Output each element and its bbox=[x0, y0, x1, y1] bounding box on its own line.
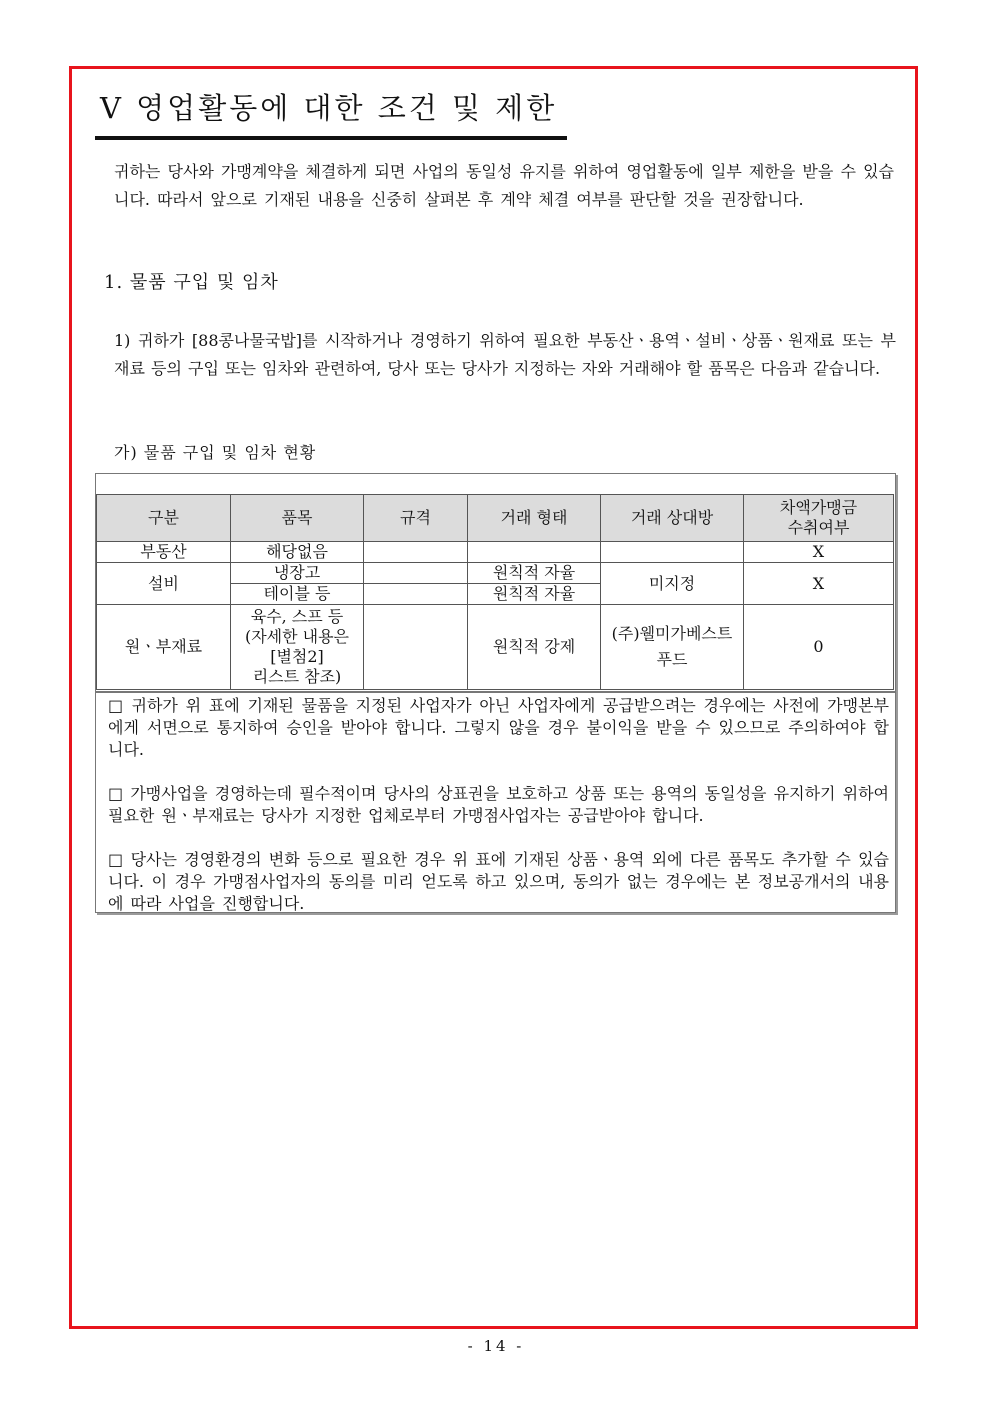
table-row-materials bbox=[97, 605, 894, 690]
cell-category: 원ㆍ부재료 bbox=[97, 605, 231, 690]
note-paragraph: □ 귀하가 위 표에 기재된 물품을 지정된 사업자가 아닌 사업자에게 공급받으려는 경우에는 사전에 가맹본부에게 서면으로 통지하여 승인을 받아야 합니다. 그렇지 않을 경우 불이익을 받을 수 있으므로 주의하여야 합니다. bbox=[108, 696, 889, 759]
cell-spec bbox=[364, 605, 468, 690]
cell-margin: X bbox=[744, 563, 894, 605]
cell-trade-type bbox=[468, 542, 601, 563]
cell-trade-type: 원칙적 자율 bbox=[468, 563, 601, 584]
cell-margin: X bbox=[744, 542, 894, 563]
header-category: 구분 bbox=[97, 495, 231, 542]
cell-item: 육수, 스프 등 (자세한 내용은 [별첨2] 리스트 참조) bbox=[231, 605, 364, 690]
header-trade-type: 거래 형태 bbox=[468, 495, 601, 542]
cell-trade-type: 원칙적 자율 bbox=[468, 584, 601, 605]
cell-category: 부동산 bbox=[97, 542, 231, 563]
cell-item: 테이블 등 bbox=[231, 584, 364, 605]
table-row-realestate bbox=[97, 542, 894, 563]
notes-box bbox=[95, 692, 896, 913]
note-paragraph: □ 가맹사업을 경영하는데 필수적이며 당사의 상표권을 보호하고 상품 또는 용역의 동일성을 유지하기 위하여 필요한 원ㆍ부재료는 당사가 지정한 업체로부터 가맹점사업자는 공급받아야 합니다. bbox=[108, 784, 889, 825]
section-paragraph: 1) 귀하가 [88콩나물국밥]를 시작하거나 경영하기 위하여 필요한 부동산ㆍ용역ㆍ설비ㆍ상품ㆍ원재료 또는 부재료 등의 구입 또는 임차와 관련하여, 당사 또는 당사가 지정하는 자와 거래해야 할 품목은 다음과 같습니다. bbox=[114, 331, 896, 378]
note-paragraph: □ 당사는 경영환경의 변화 등으로 필요한 경우 위 표에 기재된 상품ㆍ용역 외에 다른 품목도 추가할 수 있습니다. 이 경우 가맹점사업자의 동의를 미리 얻도록 하고 있으며, 동의가 없는 경우에는 본 정보공개서의 내용에 따라 사업을 진행합니다. bbox=[108, 850, 889, 913]
header-margin: 차액가맹금 수취여부 bbox=[744, 495, 894, 542]
table-caption: 가) 물품 구입 및 임차 현황 bbox=[114, 443, 317, 462]
header-counterparty: 거래 상대방 bbox=[601, 495, 744, 542]
header-item: 품목 bbox=[231, 495, 364, 542]
table-row-equipment bbox=[97, 563, 894, 584]
page-number: - 14 - bbox=[467, 1337, 525, 1355]
cell-spec bbox=[364, 563, 468, 584]
cell-category: 설비 bbox=[97, 563, 231, 605]
cell-counterparty bbox=[601, 542, 744, 563]
header-spec: 규격 bbox=[364, 495, 468, 542]
cell-counterparty: 미지정 bbox=[601, 563, 744, 605]
items-table bbox=[96, 494, 894, 690]
cell-spec bbox=[364, 584, 468, 605]
cell-spec bbox=[364, 542, 468, 563]
section-heading: 1. 물품 구입 및 임차 bbox=[104, 272, 279, 293]
cell-item: 해당없음 bbox=[231, 542, 364, 563]
chapter-title: Ⅴ 영업활동에 대한 조건 및 제한 bbox=[100, 91, 558, 125]
cell-trade-type: 원칙적 강제 bbox=[468, 605, 601, 690]
table-header-row bbox=[97, 495, 894, 542]
cell-item: 냉장고 bbox=[231, 563, 364, 584]
title-underline bbox=[95, 136, 567, 140]
cell-margin: 0 bbox=[744, 605, 894, 690]
intro-paragraph: 귀하는 당사와 가맹계약을 체결하게 되면 사업의 동일성 유지를 위하여 영업활동에 일부 제한을 받을 수 있습니다. 따라서 앞으로 기재된 내용을 신중히 살펴본 후 계약 체결 여부를 판단할 것을 권장합니다. bbox=[114, 162, 894, 209]
cell-counterparty: (주)웰미가베스트 푸드 bbox=[601, 605, 744, 690]
items-table-container bbox=[95, 473, 896, 692]
